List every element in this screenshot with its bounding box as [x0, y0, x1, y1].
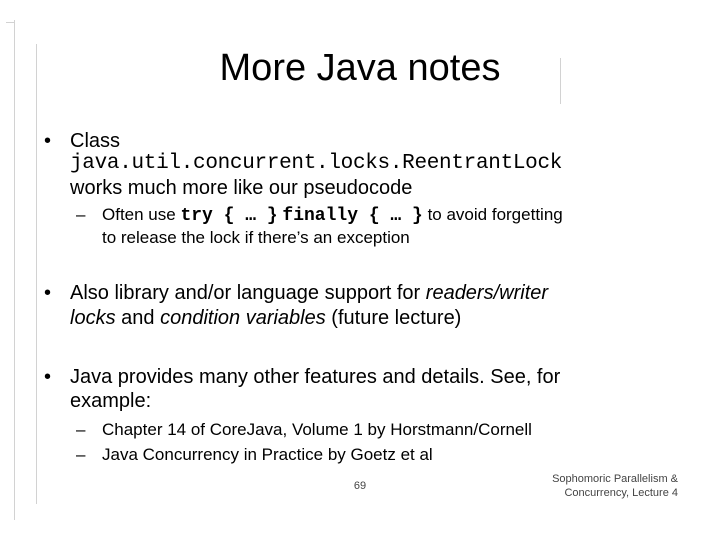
sub-bullet-1-code-try: try { … }: [180, 206, 278, 226]
sub-bullet-dash-1: –: [76, 205, 86, 224]
bullet-2-line-2: [70, 306, 461, 330]
bullet-2-post: (future lecture): [331, 307, 462, 329]
bullet-2-emphasis-readers-writer: readers/writer: [425, 282, 549, 304]
sub-bullet-1-post: to avoid forgetting: [427, 205, 563, 224]
sub-bullet-dash-2: –: [76, 420, 86, 439]
frame-line-top: [6, 22, 14, 23]
bullet-marker-3: •: [44, 366, 52, 388]
frame-line-left-outer: [14, 20, 15, 520]
bullet-1-line-3: works much more like our pseudocode: [70, 177, 413, 199]
sub-bullet-3-item-2: Java Concurrency in Practice by Goetz et al: [102, 445, 433, 464]
sub-bullet-1-line-1: [102, 204, 563, 227]
bullet-2-pre: Also library and/or language support for: [70, 282, 421, 304]
sub-bullet-1-line-2: to release the lock if there’s an exception: [102, 228, 410, 247]
course-footer-line-2: Concurrency, Lecture 4: [564, 487, 678, 499]
bullet-3-line-1: Java provides many other features and details. See, for: [70, 366, 561, 388]
bullet-3-line-2: example:: [70, 390, 152, 412]
bullet-marker-2: •: [44, 282, 52, 304]
bullet-2-emphasis-condition-variables: condition variables: [160, 307, 326, 329]
bullet-1-line-1: Class: [70, 130, 121, 152]
sub-bullet-1-pre: Often use: [102, 205, 176, 224]
frame-line-left-inner: [36, 44, 37, 504]
course-footer: [520, 472, 678, 500]
slide-title: More Java notes: [219, 47, 501, 89]
bullet-2-line-1: [70, 281, 548, 305]
bullet-1-code: java.util.concurrent.locks.ReentrantLock: [70, 152, 563, 175]
sub-bullet-1-code-finally: finally { … }: [282, 206, 423, 226]
page-number: 69: [353, 480, 367, 492]
sub-bullet-dash-3: –: [76, 445, 86, 464]
bullet-marker-1: •: [44, 130, 52, 152]
bullet-2-mid: and: [121, 307, 155, 329]
bullet-2-emphasis-locks: locks: [70, 307, 116, 329]
sub-bullet-3-item-1: Chapter 14 of CoreJava, Volume 1 by Horstmann/Cornell: [102, 420, 532, 439]
course-footer-line-1: Sophomoric Parallelism &: [552, 473, 678, 485]
